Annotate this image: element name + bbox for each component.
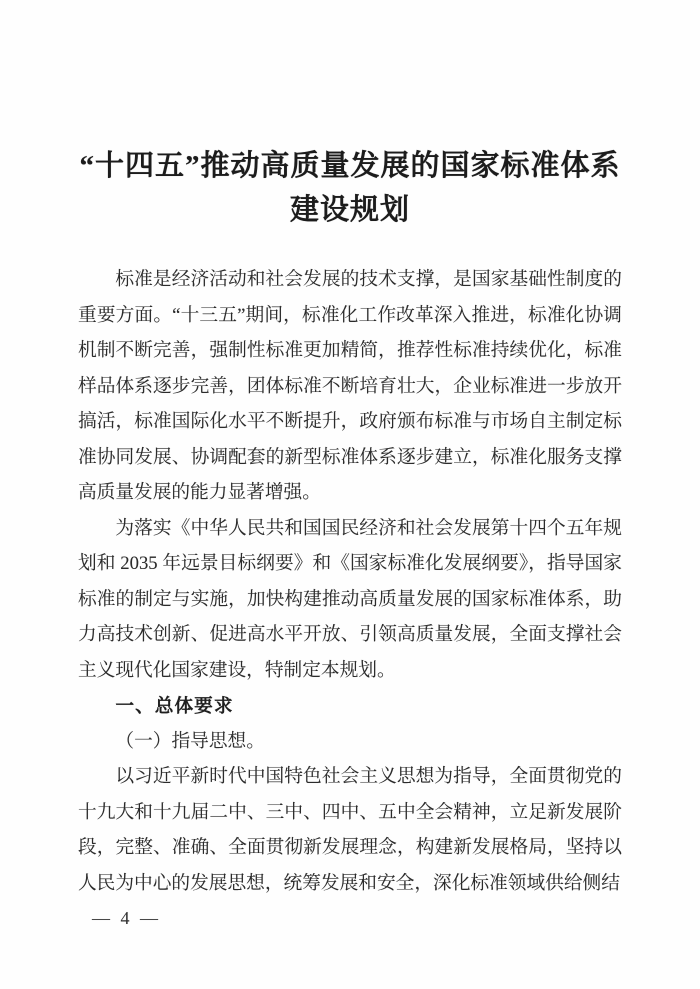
document-title-line-2: 建设规划: [289, 194, 410, 226]
page-number: — 4 —: [92, 908, 161, 928]
section-1-heading: 一、总体要求: [115, 695, 234, 716]
subsection-1-1-heading: （一）指导思想。: [115, 730, 265, 752]
document-title-line-1: “十四五”推动高质量发展的国家标准体系: [79, 150, 621, 182]
document-title: [78, 144, 622, 232]
basis-paragraph: 为落实《中华人民共和国国民经济和社会发展第十四个五年规划和 2035 年远景目标纲要》和《国家标准化发展纲要》，指导国家标准的制定与实施，加快构建推动高质量发展的国家标准体系，助力高技术创新、促进高水平开放、引领高质量发展，全面支撑社会主义现代化国家建设，特制定本规划。: [78, 517, 622, 681]
guiding-ideology-paragraph: 以习近平新时代中国特色社会主义思想为指导，全面贯彻党的十九大和十九届二中、三中、四中、五中全会精神，立足新发展阶段，完整、准确、全面贯彻新发展理念，构建新发展格局，坚持以人民为中心的发展思想，统筹发展和安全，深化标准领域供给侧结: [78, 766, 622, 894]
intro-paragraph: 标准是经济活动和社会发展的技术支撑，是国家基础性制度的重要方面。“十三五”期间，标准化工作改革深入推进，标准化协调机制不断完善，强制性标准更加精简，推荐性标准持续优化，标准样品体系逐步完善，团体标准不断培育壮大，企业标准进一步放开搞活，标准国际化水平不断提升，政府颁布标准与市场自主制定标准协同发展、协调配套的新型标准体系逐步建立，标准化服务支撑高质量发展的能力显著增强。: [78, 269, 622, 503]
